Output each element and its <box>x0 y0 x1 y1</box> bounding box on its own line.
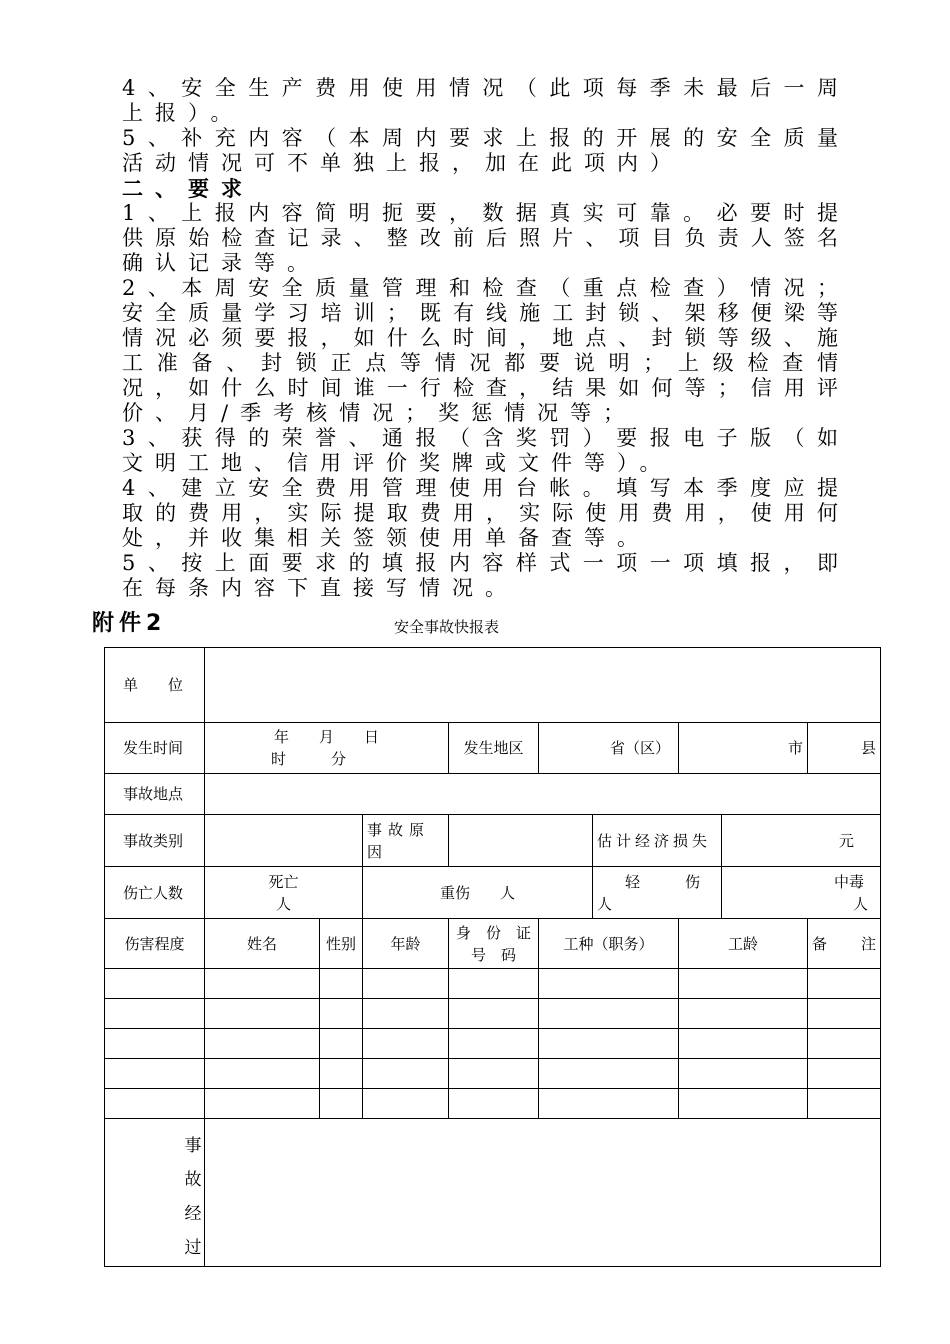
process-label-char: 故 <box>184 1170 202 1190</box>
injury-cell[interactable] <box>679 1059 808 1089</box>
accident-report-form <box>104 647 881 1267</box>
loss-label: 估计经济损失 <box>593 815 722 867</box>
region-label: 发生地区 <box>449 723 539 774</box>
header-remark-b: 注 <box>860 934 876 953</box>
poison-field[interactable] <box>722 867 881 919</box>
section2-item-5: 5、按上面要求的填报内容样式一项一项填报，即在每条内容下直接写情况。 <box>122 551 850 600</box>
type-label: 事故类别 <box>105 815 205 867</box>
injury-row <box>105 1089 881 1119</box>
row-time <box>105 723 881 774</box>
injury-row <box>105 969 881 999</box>
process-label <box>105 1119 205 1267</box>
death-field[interactable] <box>205 867 363 919</box>
injury-cell[interactable] <box>363 1029 449 1059</box>
injury-cell[interactable] <box>320 1059 363 1089</box>
header-gender: 性别 <box>320 919 363 969</box>
injury-cell[interactable] <box>320 969 363 999</box>
county-field[interactable] <box>808 723 881 774</box>
injury-cell[interactable] <box>539 1029 679 1059</box>
type-field[interactable] <box>205 815 363 867</box>
injury-cell[interactable] <box>205 1029 320 1059</box>
injury-row <box>105 1029 881 1059</box>
form-title: 安全事故快报表 <box>394 618 500 636</box>
row-place <box>105 774 881 815</box>
process-field[interactable] <box>205 1119 881 1267</box>
county-label: 县 <box>860 739 876 757</box>
serious-field[interactable] <box>363 867 593 919</box>
process-label-char: 事 <box>184 1136 202 1156</box>
header-job: 工种（职务） <box>539 919 679 969</box>
death-unit: 人 <box>275 894 291 913</box>
injury-cell[interactable] <box>449 969 539 999</box>
province-label: 省（区） <box>609 739 670 757</box>
header-name: 姓名 <box>205 919 320 969</box>
injury-cell[interactable] <box>320 999 363 1029</box>
process-label-char: 过 <box>184 1238 202 1258</box>
injury-cell[interactable] <box>449 999 539 1029</box>
injury-cell[interactable] <box>105 1029 205 1059</box>
injury-cell[interactable] <box>539 969 679 999</box>
injury-cell[interactable] <box>449 1029 539 1059</box>
process-label-char: 经 <box>184 1204 202 1224</box>
injury-cell[interactable] <box>320 1029 363 1059</box>
place-field[interactable] <box>205 774 881 815</box>
header-remark-a: 备 <box>812 934 828 953</box>
attachment-label: 附件2 <box>92 611 167 636</box>
cause-label: 事故原因 <box>363 815 449 867</box>
light-field[interactable] <box>593 867 722 919</box>
injury-cell[interactable] <box>449 1089 539 1119</box>
serious-label: 重伤 人 <box>439 883 515 902</box>
section2-heading: 二、要求 <box>122 176 254 201</box>
injury-cell[interactable] <box>105 969 205 999</box>
death-label: 死亡 <box>268 872 299 891</box>
injury-cell[interactable] <box>539 999 679 1029</box>
injury-header-row <box>105 919 881 969</box>
header-age: 年龄 <box>363 919 449 969</box>
injury-cell[interactable] <box>205 1089 320 1119</box>
casualty-label: 伤亡人数 <box>105 867 205 919</box>
injury-cell[interactable] <box>105 1089 205 1119</box>
loss-unit: 元 <box>838 831 854 850</box>
time-label: 发生时间 <box>105 723 205 774</box>
injury-cell[interactable] <box>320 1089 363 1119</box>
section2-item-4: 4、建立安全费用管理使用台帐。填写本季度应提取的费用，实际提取费用，实际使用费用，使用何处，并收集相关签领使用单备查等。 <box>122 476 850 550</box>
injury-cell[interactable] <box>679 1029 808 1059</box>
injury-cell[interactable] <box>808 1089 881 1119</box>
injury-cell[interactable] <box>105 1059 205 1089</box>
injury-cell[interactable] <box>363 1089 449 1119</box>
row-process <box>105 1119 881 1267</box>
header-id-line2: 号 码 <box>470 945 516 964</box>
injury-cell[interactable] <box>679 969 808 999</box>
unit-label: 单 位 <box>105 648 205 723</box>
row-type <box>105 815 881 867</box>
injury-cell[interactable] <box>808 1029 881 1059</box>
injury-cell[interactable] <box>205 999 320 1029</box>
injury-cell[interactable] <box>363 999 449 1029</box>
injury-cell[interactable] <box>808 969 881 999</box>
injury-cell[interactable] <box>363 969 449 999</box>
city-label: 市 <box>787 739 803 757</box>
injury-cell[interactable] <box>363 1059 449 1089</box>
injury-cell[interactable] <box>679 1089 808 1119</box>
injury-cell[interactable] <box>539 1059 679 1089</box>
time-hour-parts: 时 分 <box>271 750 347 768</box>
cause-field[interactable] <box>449 815 593 867</box>
section1-item-5: 5、补充内容（本周内要求上报的开展的安全质量活动情况可不单独上报，加在此项内） <box>122 126 850 175</box>
header-degree: 伤害程度 <box>105 919 205 969</box>
header-id-line1: 身 份 证 <box>455 923 531 942</box>
city-field[interactable] <box>679 723 808 774</box>
time-date-parts: 年 月 日 <box>273 728 379 746</box>
unit-field[interactable] <box>205 648 881 723</box>
injury-cell[interactable] <box>205 1059 320 1089</box>
place-label: 事故地点 <box>105 774 205 815</box>
light-label: 轻 伤 <box>625 872 701 891</box>
poison-label: 中毒 <box>833 872 864 891</box>
injury-cell[interactable] <box>539 1089 679 1119</box>
injury-cell[interactable] <box>679 999 808 1029</box>
header-remark <box>808 919 881 969</box>
section2-item-1: 1、上报内容简明扼要，数据真实可靠。必要时提供原始检查记录、整改前后照片、项目负责人签名确认记录等。 <box>122 201 850 275</box>
section2-item-2: 2、本周安全质量管理和检查（重点检查）情况；安全质量学习培训；既有线施工封锁、架移便梁等情况必须要报，如什么时间，地点、封锁等级、施工准备、封锁正点等情况都要说明；上级检查情况，如什么时间谁一行检查，结果如何等；信用评价、月/季考核情况；奖惩情况等； <box>122 276 850 425</box>
section2-item-3: 3、获得的荣誉、通报（含奖罚）要报电子版（如文明工地、信用评价奖牌或文件等）。 <box>122 426 850 475</box>
province-field[interactable] <box>539 723 679 774</box>
row-unit <box>105 648 881 723</box>
loss-field[interactable] <box>722 815 881 867</box>
injury-cell[interactable] <box>205 969 320 999</box>
injury-row <box>105 999 881 1029</box>
injury-row <box>105 1059 881 1089</box>
header-service: 工龄 <box>679 919 808 969</box>
row-casualty <box>105 867 881 919</box>
injury-cell[interactable] <box>808 1059 881 1089</box>
section1-item-4: 4、安全生产费用使用情况（此项每季未最后一周上报）。 <box>122 76 850 125</box>
injury-cell[interactable] <box>808 999 881 1029</box>
header-id-number <box>449 919 539 969</box>
injury-cell[interactable] <box>105 999 205 1029</box>
light-unit: 人 <box>597 894 613 913</box>
time-field[interactable] <box>205 723 449 774</box>
poison-unit: 人 <box>852 894 868 913</box>
injury-cell[interactable] <box>449 1059 539 1089</box>
